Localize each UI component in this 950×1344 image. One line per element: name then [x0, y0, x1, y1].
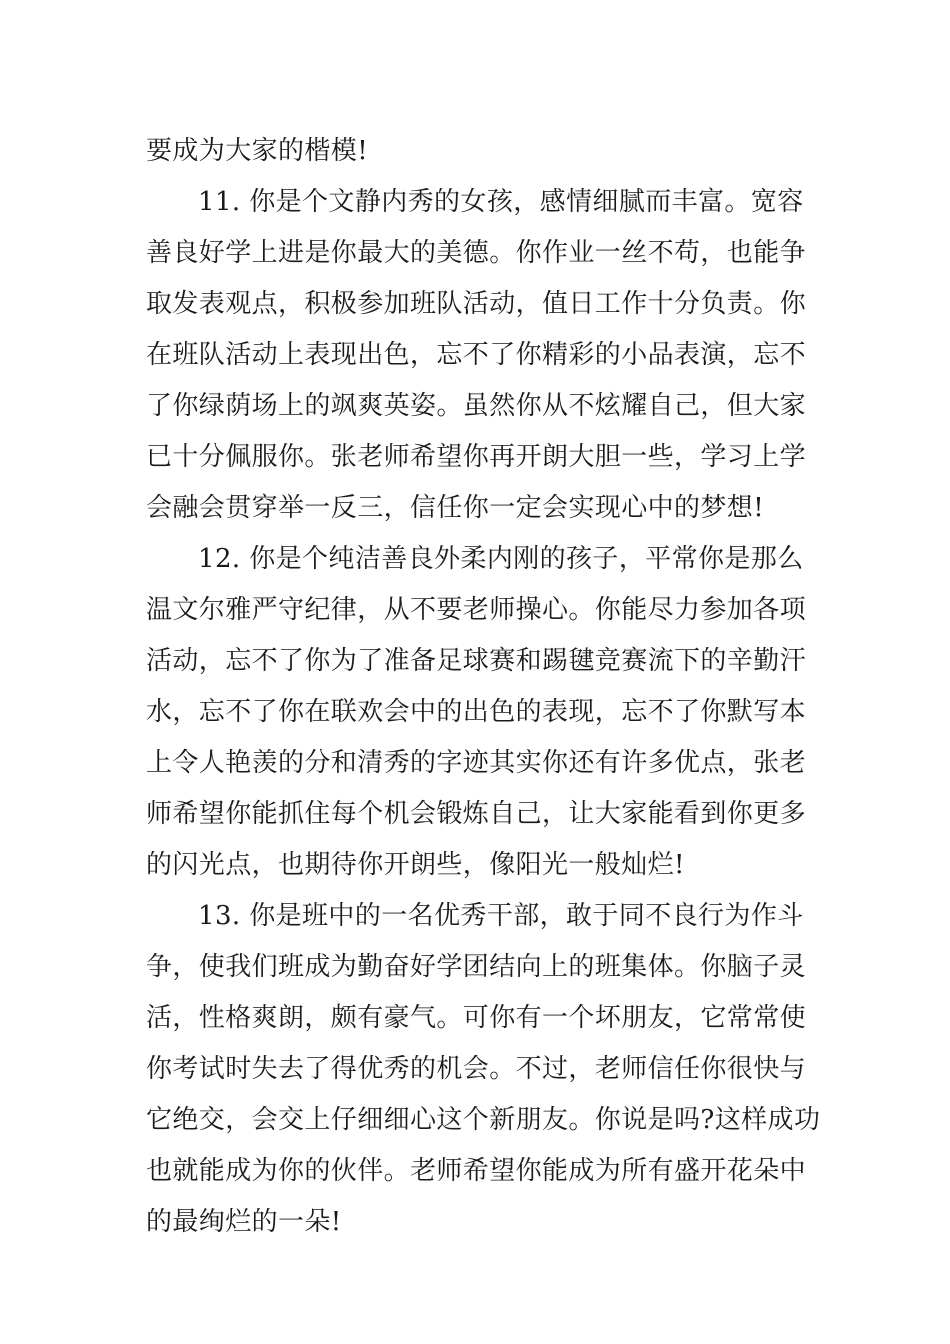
text-line: 取发表观点，积极参加班队活动，值日工作十分负责。你 — [146, 289, 807, 319]
paragraph-13-start: 13. 你是班中的一名优秀干部，敢于同不良行为作斗 — [198, 901, 804, 931]
text-line: 在班队活动上表现出色，忘不了你精彩的小品表演，忘不 — [146, 340, 807, 370]
text-line: 会融会贯穿举一反三，信任你一定会实现心中的梦想! — [146, 493, 765, 523]
text-line: 争，使我们班成为勤奋好学团结向上的班集体。你脑子灵 — [146, 952, 807, 982]
text-line: 善良好学上进是你最大的美德。你作业一丝不苟，也能争 — [146, 238, 807, 268]
text-line: 它绝交，会交上仔细细心这个新朋友。你说是吗?这样成功 — [146, 1105, 821, 1135]
text-line: 活动，忘不了你为了准备足球赛和踢毽竞赛流下的辛勤汗 — [146, 646, 807, 676]
text-line: 你考试时失去了得优秀的机会。不过，老师信任你很快与 — [146, 1054, 807, 1084]
text-line: 要成为大家的楷模! — [146, 136, 369, 166]
text-line: 活，性格爽朗，颇有豪气。可你有一个坏朋友，它常常使 — [146, 1003, 807, 1033]
text-line: 了你绿荫场上的飒爽英姿。虽然你从不炫耀自己，但大家 — [146, 391, 807, 421]
text-line: 师希望你能抓住每个机会锻炼自己，让大家能看到你更多 — [146, 799, 807, 829]
text-line: 上令人艳羡的分和清秀的字迹其实你还有许多优点，张老 — [146, 748, 807, 778]
document-body — [146, 126, 821, 1248]
text-line: 也就能成为你的伙伴。老师希望你能成为所有盛开花朵中 — [146, 1156, 807, 1186]
text-line: 已十分佩服你。张老师希望你再开朗大胆一些，学习上学 — [146, 442, 807, 472]
paragraph-11-start: 11. 你是个文静内秀的女孩，感情细腻而丰富。宽容 — [198, 187, 804, 217]
text-line: 的闪光点，也期待你开朗些，像阳光一般灿烂! — [146, 850, 685, 880]
text-line: 温文尔雅严守纪律，从不要老师操心。你能尽力参加各项 — [146, 595, 807, 625]
paragraph-12-start: 12. 你是个纯洁善良外柔内刚的孩子，平常你是那么 — [198, 544, 804, 574]
text-line: 的最绚烂的一朵! — [146, 1207, 342, 1237]
text-line: 水，忘不了你在联欢会中的出色的表现，忘不了你默写本 — [146, 697, 807, 727]
